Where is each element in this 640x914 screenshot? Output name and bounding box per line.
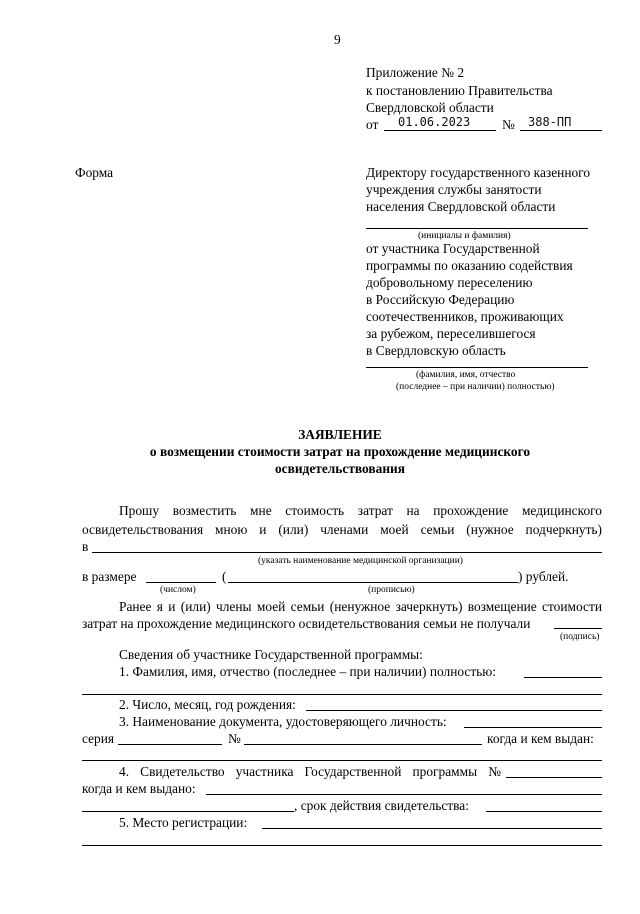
from-line-4: в Российскую Федерацию — [366, 292, 515, 307]
addressee-line-3: населения Свердловской области — [366, 199, 556, 214]
issued-field[interactable] — [82, 760, 602, 761]
from-line-2: программы по оказанию содействия — [366, 258, 573, 273]
amount-open-paren: ( — [222, 569, 227, 584]
item-4-label: 4. Свидетельство участника Государственной программы № — [119, 764, 501, 779]
series-label: серия — [82, 731, 115, 746]
item-5-label: 5. Место регистрации: — [119, 815, 248, 830]
initials-field[interactable] — [366, 228, 588, 229]
amount-words-field[interactable] — [228, 582, 518, 583]
item-3-label: 3. Наименование документа, удостоверяющего личность: — [119, 714, 447, 729]
issued-label: когда и кем выдан: — [487, 731, 594, 746]
para2-line-1: Ранее я и (или) члены моей семьи (ненужное зачеркнуть) возмещение стоимости — [119, 599, 602, 614]
signature-field[interactable] — [554, 628, 602, 629]
item-4-issued-label: когда и кем выдано: — [82, 781, 196, 796]
fio-caption-1: (фамилия, имя, отчество — [416, 370, 516, 380]
appendix-title: Приложение № 2 — [366, 65, 465, 80]
date-underline — [384, 130, 496, 131]
item-1-field[interactable] — [524, 677, 602, 678]
statement-subtitle-1: о возмещении стоимости затрат на прохождение медицинского — [149, 444, 531, 459]
medical-org-field[interactable] — [92, 552, 602, 553]
amount-suffix: ) рублей. — [518, 569, 569, 584]
item-1-field-cont[interactable] — [82, 694, 602, 695]
addressee-line-2: учреждения службы занятости — [366, 182, 542, 197]
info-heading: Сведения об участнике Государственной программы: — [119, 647, 423, 662]
birthdate-field[interactable] — [306, 710, 602, 711]
from-line-1: от участника Государственной — [366, 241, 540, 256]
date-value: 01.06.2023 — [398, 115, 471, 129]
item-4-validity-label: , срок действия свидетельства: — [294, 798, 469, 813]
para1-line-2: освидетельствования мною и (или) членами моей семьи (нужное подчеркнуть) — [82, 522, 602, 537]
from-line-5: соотечественников, проживающих — [366, 309, 564, 324]
number-underline — [520, 130, 602, 131]
series-field[interactable] — [118, 744, 222, 745]
certificate-issued-field[interactable] — [206, 794, 602, 795]
number-value: 388-ПП — [528, 115, 572, 129]
certificate-validity-field[interactable] — [486, 811, 602, 812]
statement-subtitle-2: освидетельствования — [274, 461, 406, 476]
signature-caption: (подпись) — [560, 632, 600, 642]
statement-heading: ЗАЯВЛЕНИЕ — [298, 427, 382, 442]
appendix-region: Свердловской области — [366, 100, 494, 115]
para2-line-2: затрат на прохождение медицинского освидетельствования семьи не получали — [82, 616, 531, 631]
id-document-field[interactable] — [464, 727, 602, 728]
from-line-6: за рубежом, переселившегося — [366, 326, 536, 341]
form-label: Форма — [75, 165, 114, 180]
date-prefix: от — [366, 117, 379, 132]
doc-number-label: № — [228, 731, 241, 746]
amount-digits-field[interactable] — [146, 582, 216, 583]
digits-caption: (числом) — [160, 585, 196, 595]
fio-caption-2: (последнее – при наличии) полностью) — [396, 382, 555, 392]
in-prefix: в — [82, 539, 89, 554]
item-2-label: 2. Число, месяц, год рождения: — [119, 697, 296, 712]
appendix-resolution: к постановлению Правительства — [366, 83, 553, 98]
addressee-line-1: Директору государственного казенного — [366, 165, 591, 180]
from-line-3: добровольному переселению — [366, 275, 533, 290]
number-prefix: № — [502, 117, 515, 132]
page-number: 9 — [334, 32, 341, 47]
org-caption: (указать наименование медицинской организации) — [258, 556, 463, 566]
registration-field[interactable] — [262, 828, 602, 829]
certificate-number-field[interactable] — [506, 777, 602, 778]
certificate-issued-field-cont[interactable] — [82, 811, 294, 812]
initials-caption: (инициалы и фамилия) — [418, 231, 511, 241]
amount-prefix: в размере — [82, 569, 137, 584]
registration-field-cont[interactable] — [82, 845, 602, 846]
words-caption: (прописью) — [368, 585, 415, 595]
from-line-7: в Свердловскую область — [366, 343, 506, 358]
para1-line-1: Прошу возместить мне стоимость затрат на прохождение медицинского — [119, 503, 602, 518]
fio-field[interactable] — [366, 367, 588, 368]
doc-number-field[interactable] — [244, 744, 482, 745]
item-1-label: 1. Фамилия, имя, отчество (последнее – при наличии) полностью: — [119, 664, 497, 679]
